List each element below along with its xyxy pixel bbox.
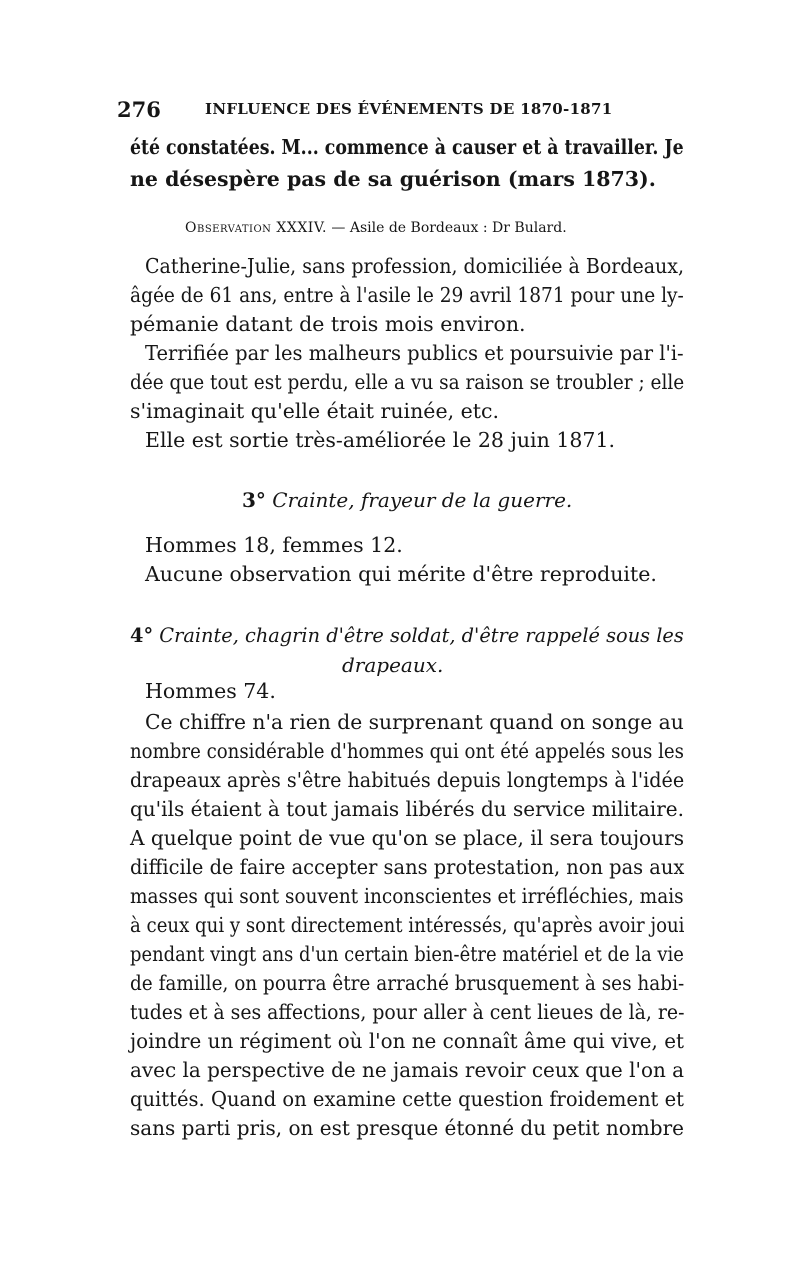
text-line: quittés. Quand on examine cette question froidement et bbox=[130, 1087, 684, 1111]
text-line: été constatées. M... commence à causer et à travailler. Je bbox=[130, 135, 684, 159]
text-line: Terrifiée par les malheurs publics et poursuivie par l'i- bbox=[145, 341, 684, 365]
text-line: nombre considérable d'hommes qui ont été appelés sous les bbox=[130, 739, 684, 763]
running-head bbox=[117, 97, 680, 127]
text-line: Aucune observation qui mérite d'être reproduite. bbox=[145, 562, 657, 586]
section-4-heading bbox=[130, 623, 684, 647]
text-line: sans parti pris, on est presque étonné du petit nombre bbox=[130, 1116, 684, 1140]
text-line: Ce chiffre n'a rien de surprenant quand on songe au bbox=[145, 710, 684, 734]
section-4-title: Crainte, chagrin d'être soldat, d'être rappelé sous les bbox=[159, 623, 684, 647]
text-line: qu'ils étaient à tout jamais libérés du service militaire. bbox=[130, 797, 684, 821]
text-line: à ceux qui y sont directement intéressés, qu'après avoir joui bbox=[130, 913, 685, 937]
text-line: tudes et à ses affections, pour aller à cent lieues de là, re- bbox=[130, 1000, 685, 1024]
text-line: avec la perspective de ne jamais revoir ceux que l'on a bbox=[130, 1058, 685, 1082]
text-line: Hommes 74. bbox=[145, 679, 276, 703]
observation-heading bbox=[185, 220, 567, 236]
page-number: 276 bbox=[117, 97, 161, 122]
text-line: drapeaux après s'être habitués depuis longtemps à l'idée bbox=[130, 768, 685, 792]
text-line: de famille, on pourra être arraché brusquement à ses habi- bbox=[130, 971, 685, 995]
text-line: difficile de faire accepter sans protestation, non pas aux bbox=[130, 855, 685, 879]
text-line: joindre un régiment où l'on ne connaît âme qui vive, et bbox=[130, 1029, 684, 1053]
observation-dash: — bbox=[331, 220, 346, 236]
running-title: INFLUENCE DES ÉVÉNEMENTS DE 1870-1871 bbox=[205, 100, 613, 118]
text-line: masses qui sont souvent inconscientes et irréfléchies, mais bbox=[130, 884, 684, 908]
text-line: A quelque point de vue qu'on se place, il sera toujours bbox=[130, 826, 685, 850]
observation-place: Asile de Bordeaux : Dr Bulard. bbox=[349, 220, 567, 236]
text-line: pémanie datant de trois mois environ. bbox=[130, 312, 526, 336]
section-3-heading bbox=[242, 488, 572, 512]
text-line: pendant vingt ans d'un certain bien-être matériel et de la vie bbox=[130, 942, 684, 966]
text-line: Hommes 18, femmes 12. bbox=[145, 533, 403, 557]
text-line: Elle est sortie très-améliorée le 28 juin 1871. bbox=[145, 428, 616, 452]
section-4-number: 4° bbox=[130, 623, 154, 647]
text-line: s'imaginait qu'elle était ruinée, etc. bbox=[130, 399, 499, 423]
section-3-title: Crainte, frayeur de la guerre. bbox=[272, 488, 573, 512]
text-line: dée que tout est perdu, elle a vu sa raison se troubler ; elle bbox=[130, 370, 685, 394]
section-3-number: 3° bbox=[242, 488, 266, 512]
text-line: ne désespère pas de sa guérison (mars 1873). bbox=[130, 167, 656, 191]
text-line: Catherine-Julie, sans profession, domiciliée à Bordeaux, bbox=[145, 254, 685, 278]
section-4-heading-cont: drapeaux. bbox=[342, 653, 444, 677]
text-line: âgée de 61 ans, entre à l'asile le 29 avril 1871 pour une ly- bbox=[130, 283, 684, 307]
observation-label: Observation XXXIV. bbox=[185, 220, 327, 236]
